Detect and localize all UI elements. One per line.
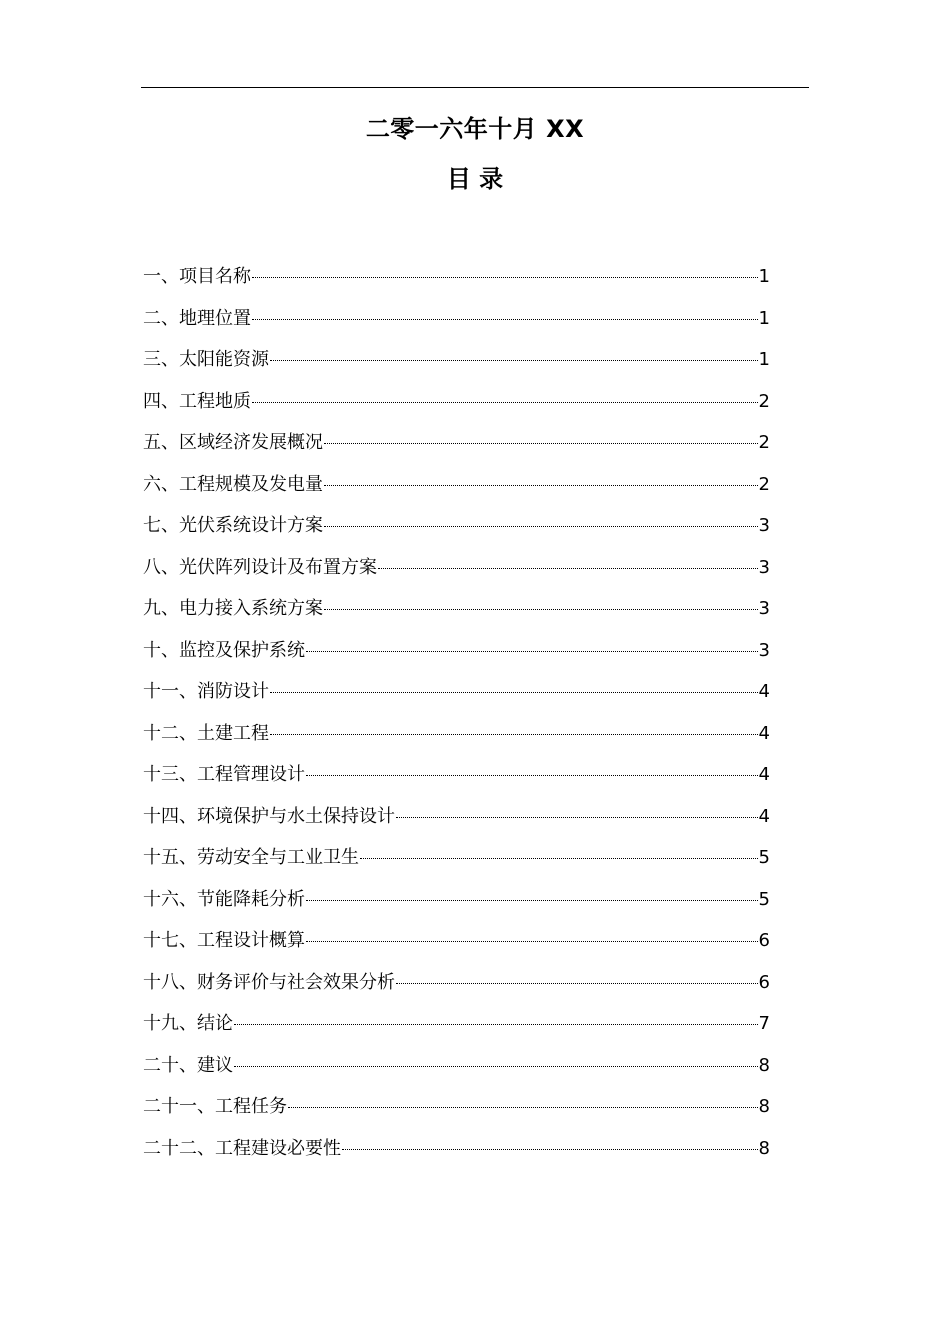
- toc-dot-leader: [270, 734, 758, 735]
- toc-entry-page: 5: [758, 888, 770, 910]
- toc-entry[interactable]: [143, 926, 770, 968]
- toc-entry-page: 3: [758, 639, 770, 661]
- toc-dot-leader: [234, 1066, 758, 1067]
- toc-entry-page: 4: [758, 805, 770, 827]
- toc-entry-page: 1: [758, 266, 770, 287]
- toc-entry-page: 4: [758, 681, 770, 702]
- toc-entry-title: 十九、结论: [143, 1013, 233, 1034]
- toc-entry[interactable]: [143, 1009, 770, 1051]
- toc-dot-leader: [270, 692, 758, 693]
- toc-entry-title: 九、电力接入系统方案: [143, 598, 323, 619]
- toc-entry-title: 二十二、工程建设必要性: [143, 1137, 341, 1159]
- toc-entry-page: 1: [758, 349, 770, 370]
- toc-dot-leader: [324, 485, 758, 486]
- toc-dot-leader: [306, 900, 758, 901]
- toc-entry-title: 十四、环境保护与水土保持设计: [143, 805, 395, 827]
- toc-dot-leader: [324, 526, 758, 527]
- toc-entry-title: 十七、工程设计概算: [143, 930, 305, 951]
- toc-dot-leader: [360, 858, 758, 859]
- toc-entry-page: 8: [758, 1096, 770, 1117]
- toc-entry[interactable]: [143, 304, 770, 346]
- toc-entry[interactable]: [143, 802, 770, 844]
- toc-entry-title: 二、地理位置: [143, 307, 251, 329]
- toc-dot-leader: [396, 983, 758, 984]
- toc-entry[interactable]: [143, 1051, 770, 1093]
- document-date-line: 二零一六年十月 XX: [365, 115, 585, 143]
- toc-entry[interactable]: [143, 719, 770, 761]
- toc-entry-page: 6: [758, 971, 770, 993]
- toc-entry-page: 2: [758, 432, 770, 453]
- toc-entry[interactable]: [143, 387, 770, 429]
- toc-dot-leader: [288, 1107, 758, 1108]
- toc-dot-leader: [306, 941, 758, 942]
- toc-entry[interactable]: [143, 677, 770, 719]
- toc-entry-title: 十三、工程管理设计: [143, 764, 305, 785]
- toc-entry[interactable]: [143, 843, 770, 885]
- toc-entry[interactable]: [143, 553, 770, 595]
- toc-dot-leader: [324, 443, 758, 444]
- toc-entry[interactable]: [143, 511, 770, 553]
- toc-dot-leader: [252, 319, 758, 320]
- toc-entry-title: 十二、土建工程: [143, 722, 269, 744]
- toc-entry[interactable]: [143, 636, 770, 678]
- header-rule: [141, 87, 809, 88]
- toc-entry-title: 七、光伏系统设计方案: [143, 515, 323, 536]
- toc-entry-title: 六、工程规模及发电量: [143, 473, 323, 495]
- toc-entry-page: 4: [758, 764, 770, 785]
- toc-entry-page: 7: [758, 1013, 770, 1034]
- toc-dot-leader: [342, 1149, 758, 1150]
- toc-entry-page: 8: [758, 1054, 770, 1076]
- toc-entry-title: 十六、节能降耗分析: [143, 888, 305, 910]
- toc-entry-title: 四、工程地质: [143, 390, 251, 412]
- toc-entry[interactable]: [143, 594, 770, 636]
- toc-dot-leader: [306, 775, 758, 776]
- toc-entry-page: 2: [758, 390, 770, 412]
- table-of-contents: [143, 262, 770, 1175]
- toc-dot-leader: [378, 568, 758, 569]
- toc-entry-title: 五、区域经济发展概况: [143, 432, 323, 453]
- toc-dot-leader: [396, 817, 758, 818]
- toc-dot-leader: [252, 277, 758, 278]
- toc-entry-title: 一、项目名称: [143, 266, 251, 287]
- toc-entry[interactable]: [143, 1134, 770, 1176]
- toc-entry-title: 三、太阳能资源: [143, 349, 269, 370]
- toc-entry-page: 3: [758, 556, 770, 578]
- toc-dot-leader: [234, 1024, 758, 1025]
- toc-entry-page: 3: [758, 598, 770, 619]
- toc-entry-page: 5: [758, 847, 770, 868]
- toc-entry[interactable]: [143, 760, 770, 802]
- toc-dot-leader: [252, 402, 758, 403]
- toc-entry-page: 2: [758, 473, 770, 495]
- toc-entry-page: 1: [758, 307, 770, 329]
- toc-entry-title: 十、监控及保护系统: [143, 639, 305, 661]
- toc-entry[interactable]: [143, 262, 770, 304]
- toc-entry-title: 二十一、工程任务: [143, 1096, 287, 1117]
- toc-entry[interactable]: [143, 470, 770, 512]
- toc-entry[interactable]: [143, 1092, 770, 1134]
- toc-entry-title: 十一、消防设计: [143, 681, 269, 702]
- toc-entry[interactable]: [143, 968, 770, 1010]
- toc-title: 目 录: [446, 165, 504, 193]
- toc-entry[interactable]: [143, 345, 770, 387]
- toc-entry-page: 4: [758, 722, 770, 744]
- toc-entry[interactable]: [143, 885, 770, 927]
- toc-entry-title: 二十、建议: [143, 1054, 233, 1076]
- toc-entry-page: 3: [758, 515, 770, 536]
- toc-dot-leader: [306, 651, 758, 652]
- toc-entry-title: 十五、劳动安全与工业卫生: [143, 847, 359, 868]
- toc-dot-leader: [270, 360, 758, 361]
- toc-entry-page: 6: [758, 930, 770, 951]
- toc-entry-title: 八、光伏阵列设计及布置方案: [143, 556, 377, 578]
- toc-entry[interactable]: [143, 428, 770, 470]
- toc-dot-leader: [324, 609, 758, 610]
- toc-entry-title: 十八、财务评价与社会效果分析: [143, 971, 395, 993]
- toc-entry-page: 8: [758, 1137, 770, 1159]
